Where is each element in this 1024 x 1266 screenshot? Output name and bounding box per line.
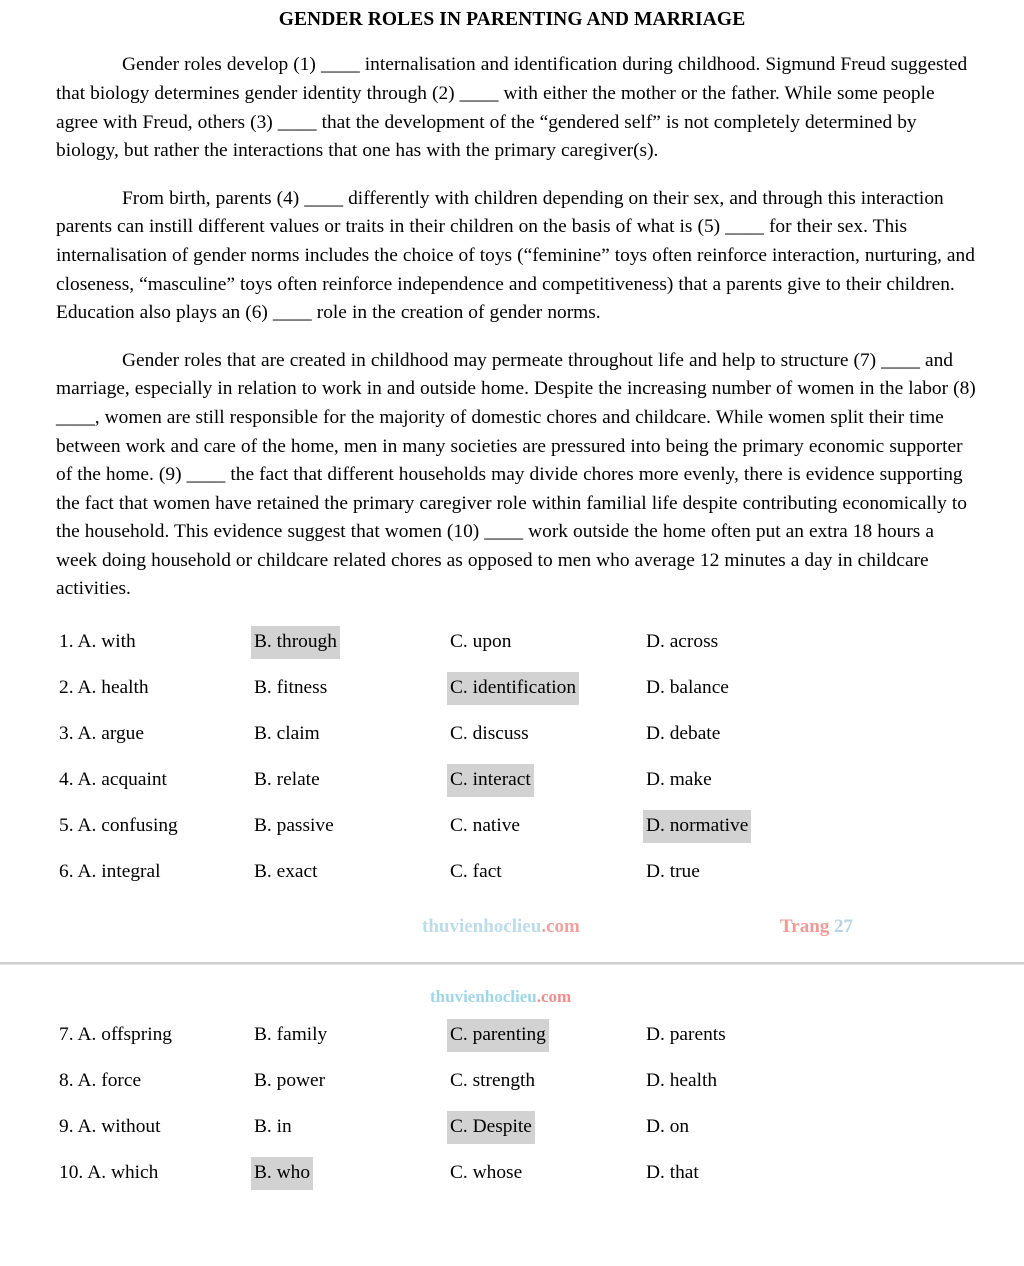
question-row-6 <box>56 856 976 902</box>
option-9-d[interactable] <box>643 1111 692 1144</box>
watermark-site-name: thuvienhoclieu <box>430 987 537 1007</box>
option-1-a[interactable] <box>56 626 139 659</box>
option-8-a[interactable] <box>56 1065 144 1098</box>
option-label: B. fitness <box>254 677 328 699</box>
option-9-a[interactable] <box>56 1111 164 1144</box>
question-list-page-1 <box>0 626 1024 902</box>
document-page <box>0 8 1024 1203</box>
option-2-a[interactable] <box>56 672 152 705</box>
question-row-2 <box>56 672 976 718</box>
option-label: D. make <box>646 769 712 791</box>
question-row-8 <box>56 1065 976 1111</box>
option-5-b[interactable] <box>251 810 337 843</box>
question-number-7: 7. <box>59 1024 74 1046</box>
option-label: B. exact <box>254 861 318 883</box>
question-list-page-2 <box>0 1019 1024 1203</box>
option-label: B. family <box>254 1024 328 1046</box>
page-label-word: Trang <box>780 916 830 938</box>
question-number-2: 2. <box>59 677 74 699</box>
question-row-7 <box>56 1019 976 1065</box>
option-5-c[interactable] <box>447 810 523 843</box>
option-label: C. discuss <box>450 723 529 745</box>
option-label: D. parents <box>646 1024 726 1046</box>
site-watermark-page-2 <box>430 987 571 1007</box>
option-10-a[interactable] <box>56 1157 161 1190</box>
option-9-b[interactable] <box>251 1111 295 1144</box>
option-3-d[interactable] <box>643 718 723 751</box>
option-7-b[interactable] <box>251 1019 330 1052</box>
option-label: A. with <box>77 631 136 653</box>
page-footer <box>0 912 1024 952</box>
option-1-d[interactable] <box>643 626 721 659</box>
option-6-b[interactable] <box>251 856 321 889</box>
question-number-6: 6. <box>59 861 74 883</box>
option-label: C. fact <box>450 861 502 883</box>
question-number-9: 9. <box>59 1116 74 1138</box>
option-label: C. native <box>450 815 521 837</box>
passage-paragraph-2: From birth, parents (4) ____ differently with children depending on their sex, and through this interaction parents can instill different values or traits in their children on the basis of what is (5) ____ for their sex. This internalisation of gender norms includes the choice of toys (“feminine” toys often reinforce interaction, nurturing, and closeness, “masculine” toys often reinforce independence and competitiveness) that a parents give to their children. Education also plays an (6) ____ role in the creation of gender norms. <box>56 187 975 324</box>
question-row-9 <box>56 1111 976 1157</box>
option-7-d[interactable] <box>643 1019 729 1052</box>
question-number-8: 8. <box>59 1070 74 1092</box>
watermark-site-tld: .com <box>536 987 572 1007</box>
watermark-site-tld: .com <box>541 916 580 938</box>
option-label: A. health <box>77 677 149 699</box>
option-10-c[interactable] <box>447 1157 525 1190</box>
option-label: A. acquaint <box>77 769 167 791</box>
option-3-b[interactable] <box>251 718 323 751</box>
option-6-a[interactable] <box>56 856 163 889</box>
page-label-number: 27 <box>834 916 854 938</box>
option-1-c[interactable] <box>447 626 514 659</box>
reading-passage <box>0 51 1024 604</box>
question-row-4 <box>56 764 976 810</box>
page-break-divider <box>0 962 1024 965</box>
option-label: C. strength <box>450 1070 536 1092</box>
option-4-a[interactable] <box>56 764 170 797</box>
option-3-c[interactable] <box>447 718 532 751</box>
option-label: A. integral <box>77 861 161 883</box>
question-number-5: 5. <box>59 815 74 837</box>
option-label: B. who <box>254 1162 311 1184</box>
option-label: B. claim <box>254 723 320 745</box>
question-number-1: 1. <box>59 631 74 653</box>
option-6-d[interactable] <box>643 856 703 889</box>
option-label: D. normative <box>646 815 749 837</box>
option-8-c[interactable] <box>447 1065 538 1098</box>
question-row-1 <box>56 626 976 672</box>
option-8-d[interactable] <box>643 1065 720 1098</box>
watermark-site-name: thuvienhoclieu <box>422 916 542 938</box>
option-label: C. upon <box>450 631 512 653</box>
option-label: B. passive <box>254 815 334 837</box>
option-label: A. argue <box>77 723 144 745</box>
option-label: D. balance <box>646 677 729 699</box>
option-9-c[interactable] <box>447 1111 535 1144</box>
option-2-b[interactable] <box>251 672 330 705</box>
option-label: A. without <box>77 1116 161 1138</box>
question-number-10: 10. <box>59 1162 84 1184</box>
site-watermark <box>422 916 580 938</box>
option-label: D. on <box>646 1116 690 1138</box>
question-row-10 <box>56 1157 976 1203</box>
option-label: B. relate <box>254 769 320 791</box>
option-10-d[interactable] <box>643 1157 702 1190</box>
page-number-label <box>780 916 853 938</box>
option-8-b[interactable] <box>251 1065 328 1098</box>
passage-paragraph-1: Gender roles develop (1) ____ internalisation and identification during childhood. Sigmund Freud suggested that biology determines gender identity through (2) ____ with either the mother or the father. While some people agree with Freud, others (3) ____ that the development of the “gendered self” is not completely determined by biology, but rather the interactions that one has with the primary caregiver(s). <box>56 54 968 162</box>
option-label: C. identification <box>450 677 577 699</box>
option-label: A. force <box>77 1070 142 1092</box>
option-4-b[interactable] <box>251 764 323 797</box>
option-label: A. which <box>87 1162 159 1184</box>
option-label: D. that <box>646 1162 699 1184</box>
page-title: GENDER ROLES IN PARENTING AND MARRIAGE <box>278 9 746 30</box>
option-label: A. confusing <box>77 815 178 837</box>
option-label: B. in <box>254 1116 292 1138</box>
option-label: C. parenting <box>450 1024 546 1046</box>
question-row-5 <box>56 810 976 856</box>
option-1-b[interactable] <box>251 626 340 659</box>
option-4-c[interactable] <box>447 764 534 797</box>
option-label: D. health <box>646 1070 718 1092</box>
option-4-d[interactable] <box>643 764 715 797</box>
option-label: B. through <box>254 631 337 653</box>
option-label: C. interact <box>450 769 531 791</box>
option-label: C. whose <box>450 1162 523 1184</box>
question-number-3: 3. <box>59 723 74 745</box>
option-5-d[interactable] <box>643 810 751 843</box>
option-7-a[interactable] <box>56 1019 175 1052</box>
option-6-c[interactable] <box>447 856 505 889</box>
option-3-a[interactable] <box>56 718 147 751</box>
option-2-c[interactable] <box>447 672 579 705</box>
option-label: A. offspring <box>77 1024 172 1046</box>
option-label: C. Despite <box>450 1116 532 1138</box>
option-7-c[interactable] <box>447 1019 549 1052</box>
option-2-d[interactable] <box>643 672 732 705</box>
option-10-b[interactable] <box>251 1157 313 1190</box>
option-label: D. across <box>646 631 719 653</box>
page-2-watermark-row <box>0 987 1024 1017</box>
question-number-4: 4. <box>59 769 74 791</box>
question-row-3 <box>56 718 976 764</box>
option-label: B. power <box>254 1070 326 1092</box>
option-label: D. debate <box>646 723 721 745</box>
option-5-a[interactable] <box>56 810 181 843</box>
passage-paragraph-3: Gender roles that are created in childhood may permeate throughout life and help to structure (7) ____ and marriage, especially in relation to work in and outside home. Despite the increasing number of women in the labor (8) ____, women are still responsible for the majority of domestic chores and childcare. While women split their time between work and care of the home, men in many societies are pressured into being the primary economic supporter of the home. (9) ____ the fact that different households may divide chores more evenly, there is evidence supporting the fact that women have retained the primary caregiver role within familial life despite contributing economically to the household. This evidence suggest that women (10) ____ work outside the home often put an extra 18 hours a week doing household or childcare related chores as opposed to men who average 12 minutes a day in childcare activities. <box>56 349 976 600</box>
option-label: D. true <box>646 861 700 883</box>
